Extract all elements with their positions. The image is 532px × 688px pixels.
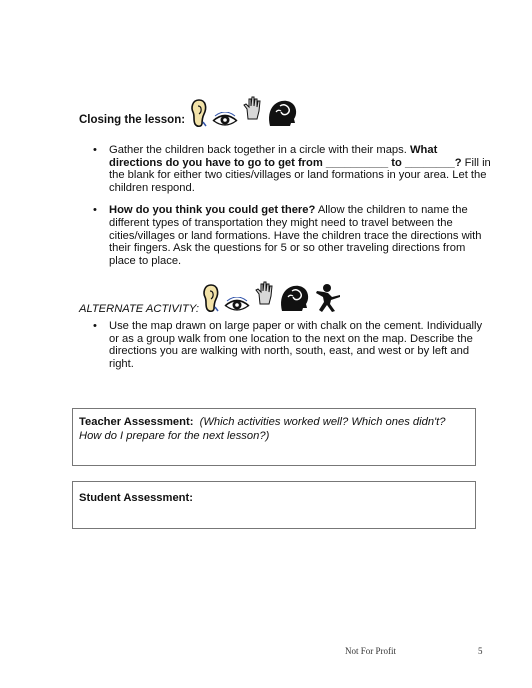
- closing-bullet-2-part-2: Allow the children to name the different types of transportation they might need to travel between the cities/villages or land formations. Have the children trace the directions with their fingers. Ask the questions for 5 or so other traveling directions from place to place.: [109, 204, 482, 267]
- stretching-person-icon: [314, 283, 342, 313]
- closing-icons: [190, 96, 298, 128]
- teacher-assessment-prompt: (Which activities worked well? Which ones didn't? How do I prepare for the next lesson?): [79, 416, 446, 442]
- closing-heading: Closing the lesson:: [79, 114, 186, 126]
- teacher-assessment-text: [79, 416, 469, 443]
- closing-bullet-1-part-1: Gather the children back together in a circle with their maps.: [109, 144, 410, 156]
- footer-text: Not For Profit: [345, 646, 397, 656]
- teacher-assessment-label: Teacher Assessment:: [79, 416, 194, 428]
- list-item: [93, 204, 491, 267]
- closing-bullet-1-part-6: ?: [454, 156, 462, 169]
- hand-icon: [254, 281, 274, 305]
- ear-icon: [202, 283, 220, 313]
- closing-bullet-1-part-7: Fill in the blank for either two cities/villages or land formations in your area. Let the children respond.: [109, 156, 491, 194]
- page-number: 5: [478, 646, 483, 656]
- student-assessment-label: Student Assessment:: [79, 492, 193, 504]
- closing-bullet-list: [93, 144, 491, 277]
- closing-bullet-1-part-4: to: [388, 156, 405, 169]
- closing-bullet-2-part-1: How do you think you could get there?: [109, 204, 316, 217]
- hand-icon: [242, 96, 262, 120]
- student-assessment-box[interactable]: [72, 481, 476, 529]
- head-icon: [266, 98, 298, 128]
- closing-heading-row: [79, 96, 298, 128]
- closing-bullet-1-blank-2: ________: [404, 156, 455, 169]
- alternate-bullet-list: [93, 320, 491, 380]
- bullet-icon: •: [93, 144, 97, 156]
- eye-icon: [224, 297, 250, 313]
- teacher-assessment-box[interactable]: [72, 408, 476, 466]
- eye-icon: [212, 112, 238, 128]
- head-icon: [278, 283, 310, 313]
- bullet-icon: •: [93, 320, 97, 332]
- student-assessment-text: [79, 492, 469, 506]
- bullet-icon: •: [93, 204, 97, 217]
- alternate-bullet-1-text: Use the map drawn on large paper or with chalk on the cement. Individually or as a group walk from one location to the next on the map. Describe the directions you are walking with north, south, east, and west or by left and right.: [109, 320, 483, 370]
- closing-bullet-1-blank-1: __________: [325, 156, 389, 169]
- closing-bullet-1-part-2: What directions do you have to go to get from: [109, 144, 438, 169]
- alternate-heading: ALTERNATE ACTIVITY:: [79, 303, 199, 315]
- alternate-icons: [202, 281, 342, 313]
- list-item: [93, 320, 491, 370]
- alternate-heading-row: [79, 281, 342, 313]
- ear-icon: [190, 98, 208, 128]
- list-item: [93, 144, 491, 194]
